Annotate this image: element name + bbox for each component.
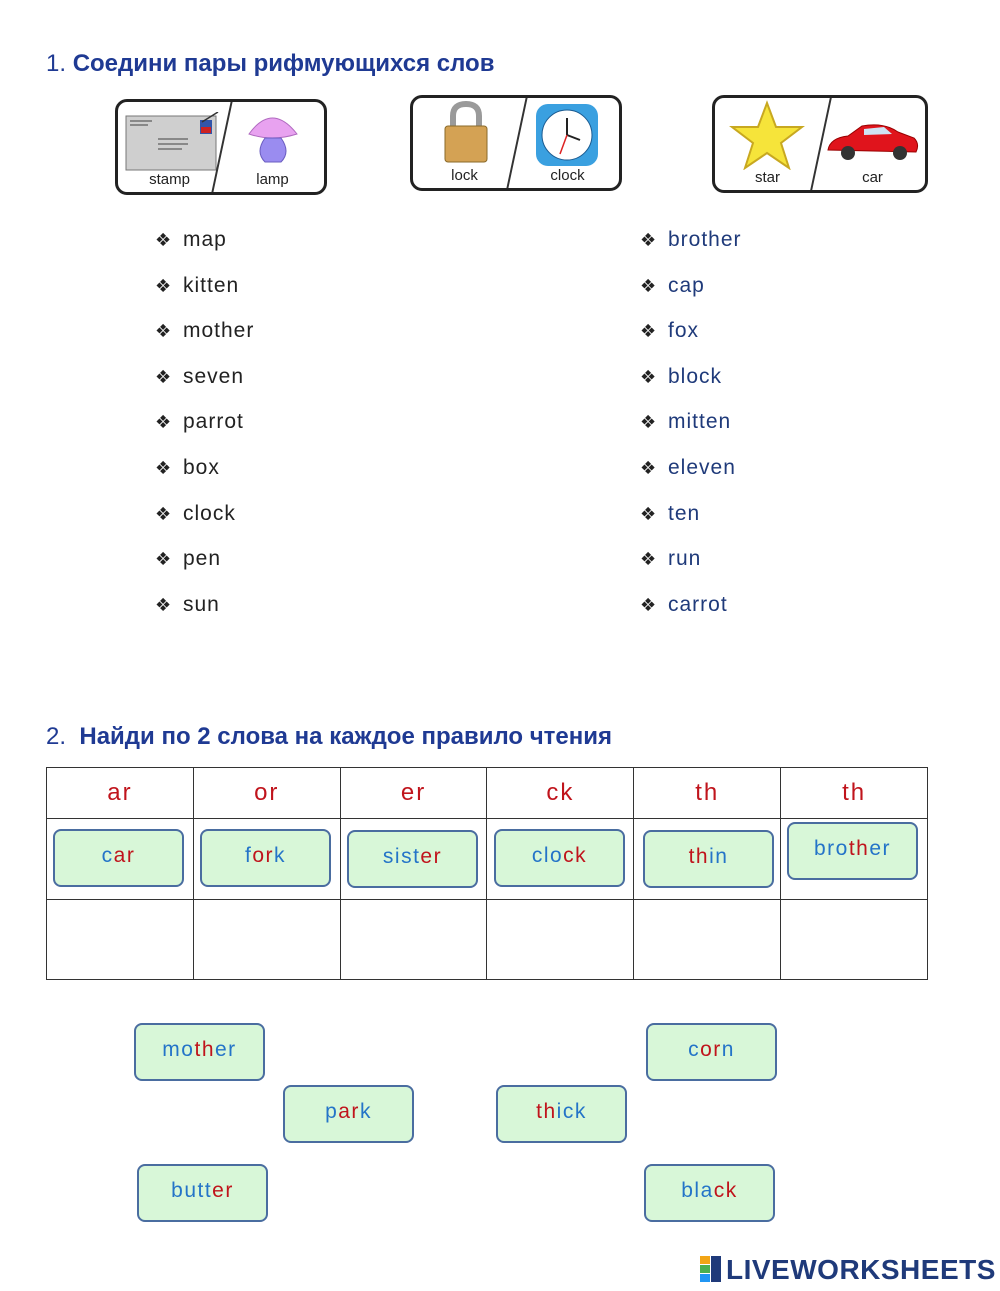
tile-letters: ck	[563, 844, 588, 867]
card-label-clock: clock	[550, 167, 585, 184]
list-item[interactable]: ❖ sun	[155, 592, 220, 616]
list-item[interactable]: ❖ kitten	[155, 273, 240, 297]
task2-title: Найди по 2 слова на каждое правило чтения	[79, 723, 613, 750]
list-item[interactable]: ❖ clock	[155, 501, 236, 525]
star-icon	[729, 100, 805, 170]
drop-cell[interactable]	[47, 900, 194, 980]
left-word-list	[155, 228, 254, 638]
diamond-bullet-icon: ❖	[155, 457, 173, 478]
diamond-bullet-icon: ❖	[640, 549, 658, 570]
tile-letters: ck	[713, 1179, 738, 1202]
tile-letters: in	[709, 845, 729, 868]
word-tile-brother[interactable]	[787, 822, 918, 880]
diamond-bullet-icon: ❖	[155, 275, 173, 296]
car-icon	[824, 116, 920, 166]
tile-letters: n	[721, 1038, 735, 1061]
card-label-lock: lock	[451, 167, 478, 184]
card-lock-clock	[410, 95, 622, 191]
clock-icon	[534, 102, 600, 168]
drop-cell[interactable]	[340, 900, 487, 980]
column-header: th	[634, 768, 781, 819]
list-item[interactable]: ❖ fox	[640, 319, 700, 343]
list-item[interactable]: ❖ eleven	[640, 455, 736, 479]
diamond-bullet-icon: ❖	[640, 594, 658, 615]
card-label-stamp: stamp	[149, 171, 190, 188]
word-tile-fork[interactable]	[200, 829, 331, 887]
tile-letters: clo	[531, 844, 564, 867]
word-tile-park[interactable]	[283, 1085, 414, 1143]
word-tile-car[interactable]	[53, 829, 184, 887]
liveworksheets-logo-icon	[700, 1256, 722, 1282]
tile-letters: f	[244, 844, 253, 867]
tile-letters: p	[325, 1100, 339, 1123]
word-tile-corn[interactable]	[646, 1023, 777, 1081]
tile-letters: c	[688, 1038, 701, 1061]
drop-cell[interactable]	[487, 900, 634, 980]
lamp-icon	[237, 104, 307, 170]
tile-letters: ar	[338, 1100, 360, 1123]
card-label-star: star	[754, 169, 780, 186]
diamond-bullet-icon: ❖	[640, 457, 658, 478]
task2-number: 2.	[46, 723, 67, 750]
envelope-icon	[124, 112, 220, 172]
card-label-car: car	[862, 169, 883, 186]
list-item[interactable]: ❖ pen	[155, 547, 222, 571]
tile-letters: or	[252, 844, 275, 867]
diamond-bullet-icon: ❖	[155, 230, 173, 250]
list-item[interactable]: ❖ brother	[640, 228, 742, 251]
column-header: th	[781, 768, 928, 819]
padlock-icon	[441, 100, 491, 166]
tile-letters: th	[688, 845, 710, 868]
tile-letters: th	[536, 1100, 557, 1123]
list-item[interactable]: ❖ seven	[155, 364, 245, 388]
column-header: ck	[487, 768, 634, 819]
task2-heading	[46, 723, 612, 751]
column-header: er	[340, 768, 487, 819]
diamond-bullet-icon: ❖	[155, 594, 173, 615]
tile-letters: er	[215, 1038, 237, 1061]
diamond-bullet-icon: ❖	[155, 549, 173, 570]
tile-letters: k	[359, 1100, 372, 1123]
list-item[interactable]: ❖ map	[155, 228, 227, 251]
task1-title: Соедини пары рифмующихся слов	[72, 50, 495, 77]
column-header: ar	[47, 768, 194, 819]
word-tile-black[interactable]	[644, 1164, 775, 1222]
card-stamp-lamp	[115, 99, 327, 195]
column-header: or	[193, 768, 340, 819]
task1-heading	[46, 50, 494, 78]
tile-letters: er	[212, 1179, 234, 1202]
list-item[interactable]: ❖ box	[155, 455, 220, 479]
word-tile-butter[interactable]	[137, 1164, 268, 1222]
list-item[interactable]: ❖ run	[640, 547, 702, 571]
tile-letters: or	[700, 1038, 722, 1061]
list-item[interactable]: ❖ carrot	[640, 592, 728, 616]
diamond-bullet-icon: ❖	[155, 503, 173, 524]
diamond-bullet-icon: ❖	[640, 230, 658, 250]
word-tile-mother[interactable]	[134, 1023, 265, 1081]
diamond-bullet-icon: ❖	[640, 275, 658, 296]
drop-cell[interactable]	[634, 900, 781, 980]
right-word-list	[640, 228, 742, 638]
diamond-bullet-icon: ❖	[640, 366, 658, 387]
task1-number: 1.	[46, 50, 67, 77]
card-label-lamp: lamp	[256, 171, 289, 188]
drop-cell[interactable]	[781, 900, 928, 980]
word-tile-sister[interactable]	[347, 830, 478, 888]
list-item[interactable]: ❖ block	[640, 364, 723, 388]
diamond-bullet-icon: ❖	[155, 366, 173, 387]
list-item[interactable]: ❖ parrot	[155, 410, 244, 434]
tile-letters: th	[848, 837, 870, 860]
tile-letters: bro	[813, 837, 849, 860]
list-item[interactable]: ❖ ten	[640, 501, 701, 525]
tile-letters: mo	[162, 1038, 195, 1061]
tile-letters: bla	[681, 1179, 714, 1202]
list-item[interactable]: ❖ cap	[640, 273, 705, 297]
diamond-bullet-icon: ❖	[155, 412, 173, 433]
diamond-bullet-icon: ❖	[155, 321, 173, 342]
word-tile-clock[interactable]	[494, 829, 625, 887]
tile-letters: ar	[113, 844, 136, 867]
tile-letters: butt	[171, 1179, 213, 1202]
tile-letters: th	[194, 1038, 215, 1061]
tile-letters: er	[420, 845, 443, 868]
tile-letters: er	[869, 837, 892, 860]
footer-brand: LIVEWORKSHEETS	[726, 1254, 996, 1285]
list-item[interactable]: ❖ mother	[155, 319, 255, 343]
diamond-bullet-icon: ❖	[640, 412, 658, 433]
tile-letters: ick	[556, 1100, 587, 1123]
drop-cell[interactable]	[193, 900, 340, 980]
word-tile-thick[interactable]	[496, 1085, 627, 1143]
tile-letters: k	[274, 844, 287, 867]
list-item[interactable]: ❖ mitten	[640, 410, 732, 434]
tile-letters: c	[101, 844, 114, 867]
diamond-bullet-icon: ❖	[640, 321, 658, 342]
word-tile-thin[interactable]	[643, 830, 774, 888]
diamond-bullet-icon: ❖	[640, 503, 658, 524]
card-star-car	[712, 95, 928, 193]
tile-letters: sist	[382, 845, 421, 868]
liveworksheets-logo	[700, 1254, 996, 1286]
